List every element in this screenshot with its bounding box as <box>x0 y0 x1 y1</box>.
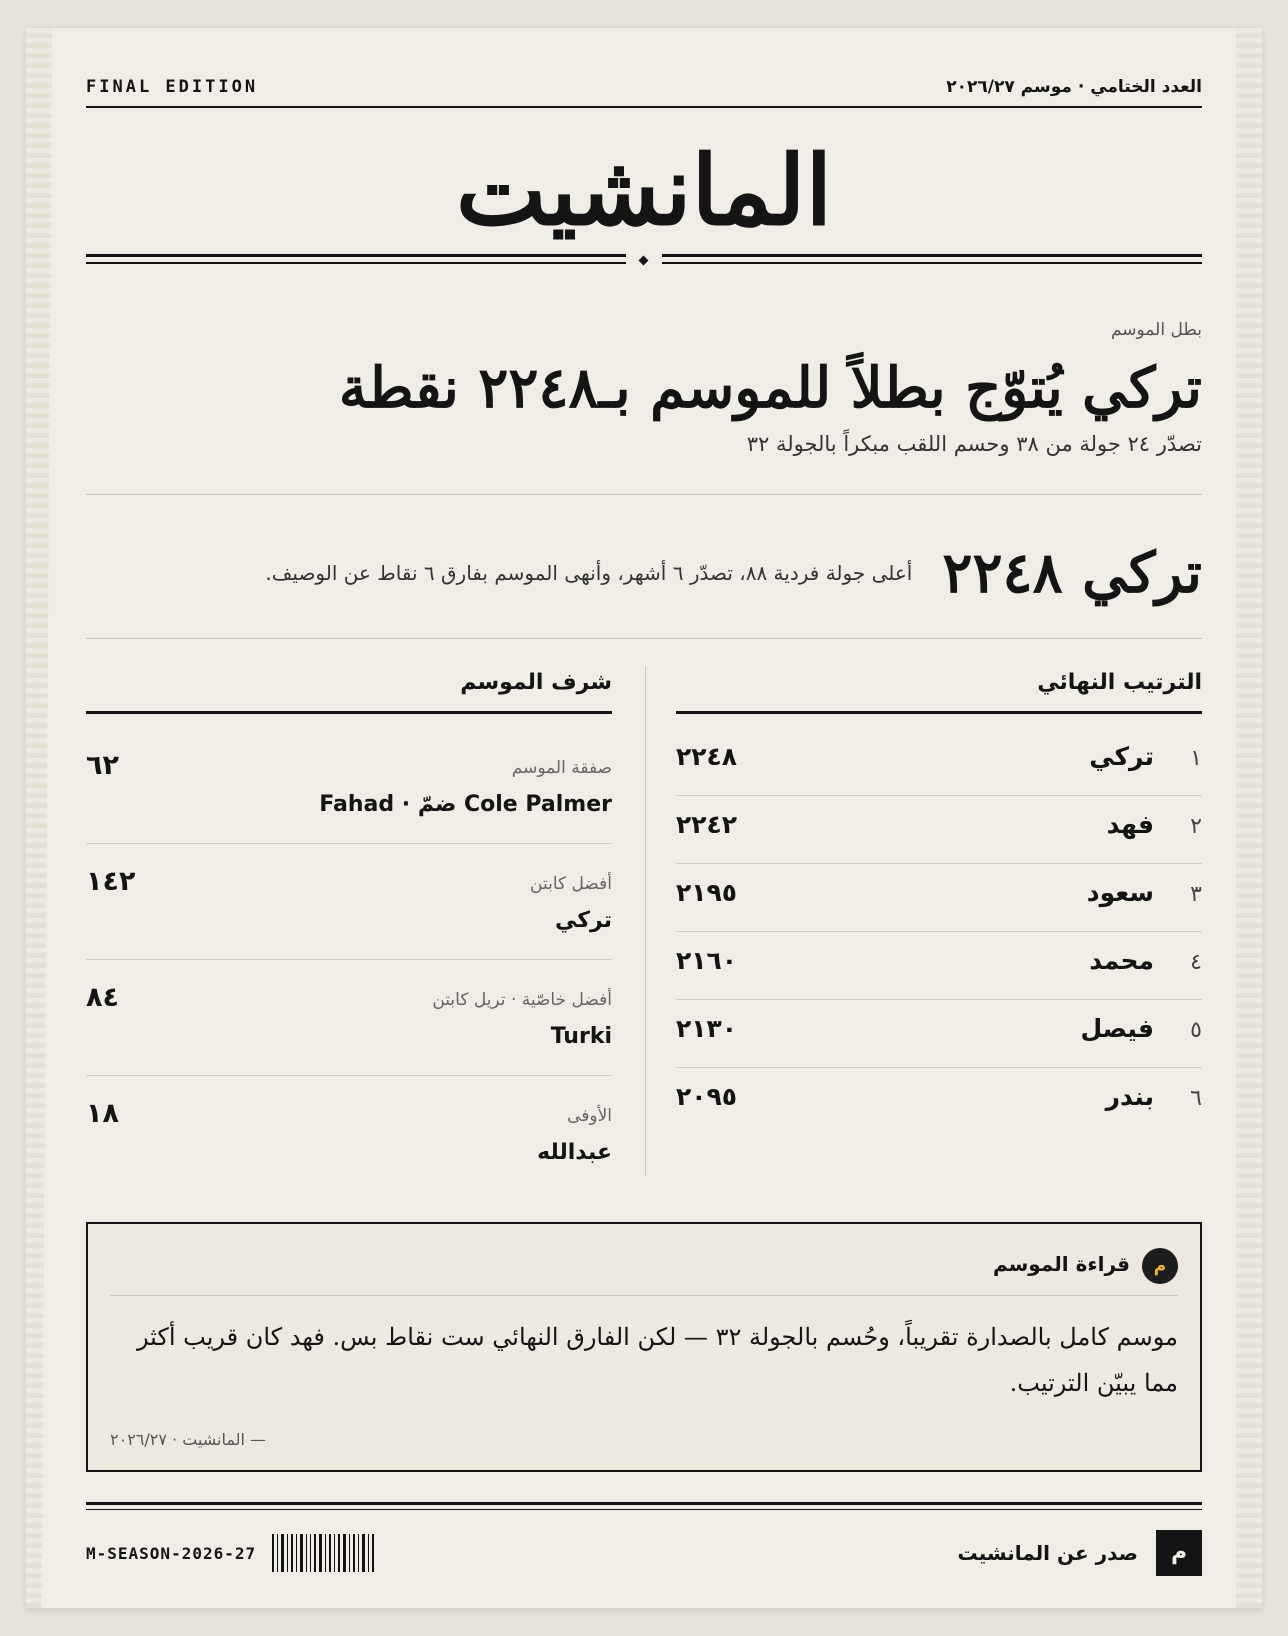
honour-value: ١٤٢ <box>86 866 136 897</box>
divider <box>86 638 1202 639</box>
honour-value: ٨٤ <box>86 982 119 1013</box>
honours-list <box>86 728 612 1192</box>
champion-description: أعلى جولة فردية ٨٨، تصدّر ٦ أشهر، وأنهى الموسم بفارق ٦ نقاط عن الوصيف. <box>265 561 913 585</box>
honour-label: صفقة الموسم <box>511 758 612 778</box>
standings-row <box>676 864 1202 932</box>
masthead-title: المانشيت <box>455 134 833 247</box>
publisher-logo-icon: م <box>1156 1530 1202 1576</box>
top-bar <box>86 68 1202 108</box>
honour-label: الأوفى <box>567 1106 612 1126</box>
rank: ٥ <box>1190 1018 1202 1043</box>
points: ٢١٣٠ <box>676 1014 738 1043</box>
standings-row <box>676 1000 1202 1068</box>
footer-rule <box>86 1509 1202 1510</box>
footer <box>86 1524 1202 1582</box>
rank: ٣ <box>1190 882 1202 907</box>
points: ٢٠٩٥ <box>676 1082 738 1111</box>
manager-name: سعود <box>1086 878 1154 907</box>
standings-table <box>676 728 1202 1136</box>
publisher-block <box>958 1530 1202 1576</box>
honour-name: Turki <box>550 1024 612 1049</box>
honour-row <box>86 728 612 844</box>
standings-row <box>676 728 1202 796</box>
issue-code: M-SEASON-2026-27 <box>86 1543 257 1563</box>
honour-value: ١٨ <box>86 1098 119 1129</box>
lead-kicker: بطل الموسم <box>1110 320 1202 340</box>
season-reading-title: قراءة الموسم <box>992 1252 1130 1276</box>
season-reading-box <box>86 1222 1202 1472</box>
issue-label: العدد الختامي · موسم ٢٠٢٦/٢٧ <box>946 77 1202 97</box>
points: ٢٢٤٨ <box>676 742 738 771</box>
champion-summary <box>86 528 1202 618</box>
manager-name: بندر <box>1105 1082 1154 1111</box>
standings-row <box>676 932 1202 1000</box>
divider <box>86 494 1202 495</box>
season-reading-body: موسم كامل بالصدارة تقريباً، وحُسم بالجولة ٣٢ — لكن الفارق النهائي ست نقاط بس. فهد كان قريب أكثر مما يبيّن الترتيب. <box>136 1323 1178 1397</box>
standings-title: الترتيب النهائي <box>676 664 1202 714</box>
honour-row <box>86 1076 612 1192</box>
issue-code-block <box>86 1534 374 1572</box>
manager-name: فهد <box>1106 810 1154 839</box>
paper-edge-left <box>26 28 52 1608</box>
points: ٢١٩٥ <box>676 878 738 907</box>
honour-name: عبدالله <box>537 1140 612 1165</box>
honour-row <box>86 844 612 960</box>
points: ٢١٦٠ <box>676 946 738 975</box>
points: ٢٢٤٢ <box>676 810 738 839</box>
rank: ٦ <box>1190 1086 1202 1111</box>
honour-name: Cole Palmer ضمّ · Fahad <box>319 792 612 817</box>
season-reading-header <box>110 1244 1178 1296</box>
manager-name: محمد <box>1089 946 1154 975</box>
newspaper-page <box>26 28 1262 1608</box>
rank: ٤ <box>1190 950 1202 975</box>
honour-value: ٦٢ <box>86 750 119 781</box>
rank: ١ <box>1190 746 1202 771</box>
honour-label: أفضل كابتن <box>530 874 612 894</box>
masthead-rule <box>86 254 1202 266</box>
diamond-ornament-icon <box>639 256 649 266</box>
rank: ٢ <box>1190 814 1202 839</box>
standings-row <box>676 796 1202 864</box>
publisher-text: صدر عن المانشيت <box>957 1541 1138 1565</box>
publication-badge-icon: م <box>1142 1248 1178 1284</box>
honours-title: شرف الموسم <box>86 664 612 714</box>
manager-name: فيصل <box>1080 1014 1154 1043</box>
champion-name-points: تركي ٢٢٤٨ <box>942 540 1202 606</box>
paper-edge-right <box>1236 28 1262 1608</box>
edition-label: FINAL EDITION <box>86 77 259 97</box>
standings-row <box>676 1068 1202 1136</box>
honour-name: تركي <box>555 908 612 933</box>
manager-name: تركي <box>1089 742 1154 771</box>
lead-headline: تركي يُتوّج بطلاً للموسم بـ٢٢٤٨ نقطة <box>338 355 1202 421</box>
honour-label: أفضل خاصّية · تريل كابتن <box>432 990 612 1010</box>
season-reading-signature: — المانشيت · ٢٠٢٦/٢٧ <box>110 1430 267 1449</box>
barcode-icon <box>272 1534 374 1572</box>
lead-dek: تصدّر ٢٤ جولة من ٣٨ وحسم اللقب مبكراً بالجولة ٣٢ <box>746 432 1202 456</box>
column-separator <box>645 666 646 1176</box>
footer-rule <box>86 1502 1202 1505</box>
honour-row <box>86 960 612 1076</box>
